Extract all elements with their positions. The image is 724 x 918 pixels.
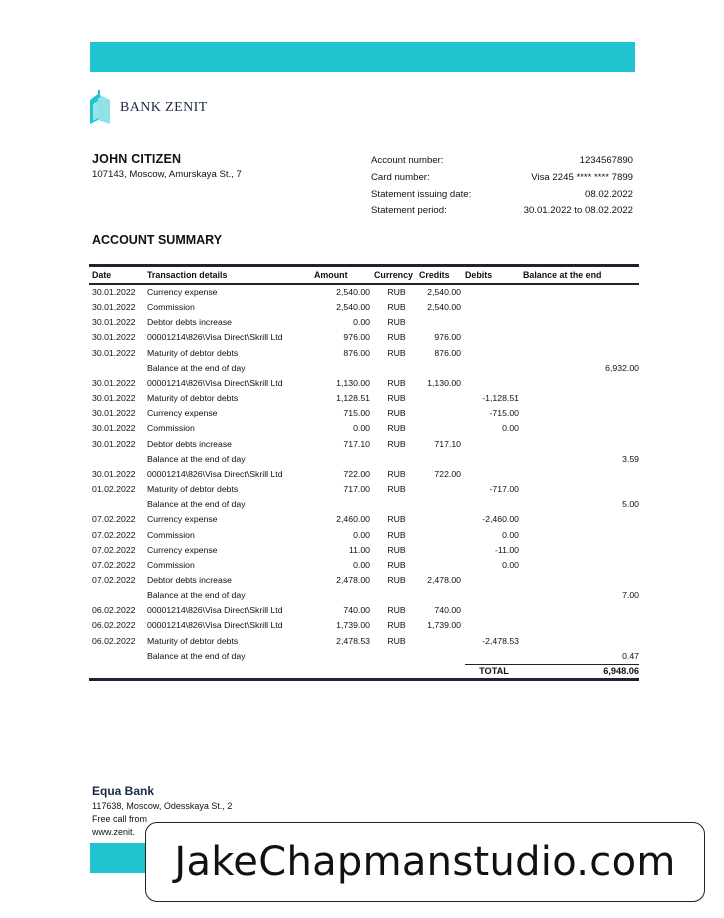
cell-details: Commission [147,529,195,540]
cell-debit [465,300,523,315]
cell-debit [465,603,523,618]
cell-details: 00001214\826\Visa Direct\Skrill Ltd [147,605,283,616]
cell-balance [523,421,639,436]
watermark-text: JakeChapmanstudio.com [174,839,676,885]
cell-details: Balance at the end of day [147,362,246,373]
table-row [89,330,639,345]
table-row [89,346,639,361]
cell-balance: 7.00 [622,590,639,601]
table-row [89,573,639,588]
cell-credit [419,391,465,406]
cell-debit [465,649,523,665]
column-header-debits: Debits [465,266,523,285]
column-header-details: Transaction details [147,266,314,285]
cell-date [89,497,147,512]
table-row [89,406,639,421]
cell-balance [523,467,639,482]
cell-currency: RUB [387,438,406,449]
cell-debit [465,284,523,300]
cell-credit [419,315,465,330]
cell-debit [465,330,523,345]
cell-debit [465,346,523,361]
section-title: ACCOUNT SUMMARY [92,233,223,247]
cell-credit: 876.00 [434,347,461,358]
detail-value: 08.02.2022 [584,188,633,200]
cell-balance: 0.47 [622,650,639,661]
cell-amount: 2,478.53 [336,635,370,646]
cell-details: Currency expense [147,408,218,419]
column-header-amount: Amount [314,266,374,285]
cell-details: Maturity of debtor debts [147,635,239,646]
cell-credit: 2,478.00 [427,574,461,585]
header-accent-band [90,42,635,72]
cell-debit [465,452,523,467]
cell-details: Balance at the end of day [147,651,246,661]
cell-currency: RUB [387,287,406,297]
zenit-logo-icon [88,90,112,126]
cell-credit [419,543,465,558]
cell-details: 00001214\826\Visa Direct\Skrill Ltd [147,332,283,343]
cell-balance [523,603,639,618]
total-row [89,664,639,679]
cell-balance [523,315,639,330]
total-label: TOTAL [465,664,523,679]
cell-currency [374,361,419,376]
cell-details: 00001214\826\Visa Direct\Skrill Ltd [147,468,283,479]
cell-currency: RUB [387,559,406,570]
balance-row [89,497,639,512]
cell-currency: RUB [387,317,406,328]
cell-debit: -2,460.00 [482,514,519,525]
cell-currency: RUB [387,484,406,495]
cell-currency: RUB [387,332,406,343]
table-row [89,284,639,300]
cell-details: Currency expense [147,544,218,555]
cell-date [89,588,147,603]
cell-details: Commission [147,559,195,570]
cell-currency: RUB [387,620,406,631]
cell-balance [523,573,639,588]
transactions-table [89,264,639,681]
statement-period-row [371,203,633,220]
table-row [89,482,639,497]
cell-amount: 717.00 [343,484,370,495]
cell-currency [374,649,419,665]
cell-balance [523,300,639,315]
cell-details: Commission [147,302,195,313]
table-row [89,421,639,436]
cell-date: 30.01.2022 [92,423,136,434]
cell-date [89,361,147,376]
cell-credit: 1,739.00 [427,620,461,631]
cell-amount: 976.00 [343,332,370,343]
cell-debit: 0.00 [502,529,519,540]
cell-amount: 0.00 [353,559,370,570]
detail-value: 30.01.2022 to 08.02.2022 [523,205,633,217]
account-holder [92,152,242,180]
cell-debit [465,618,523,633]
cell-amount: 740.00 [343,605,370,616]
cell-balance [523,558,639,573]
cell-details: Debtor debts increase [147,438,232,449]
cell-debit: -715.00 [489,408,519,419]
cell-balance [523,512,639,527]
cell-details: 00001214\826\Visa Direct\Skrill Ltd [147,620,283,631]
cell-amount: 0.00 [353,529,370,540]
cell-amount: 722.00 [343,468,370,479]
cell-currency: RUB [387,468,406,479]
cell-debit [465,497,523,512]
cell-date: 30.01.2022 [92,317,136,328]
cell-currency: RUB [387,302,406,313]
cell-debit: -11.00 [495,544,519,555]
cell-currency: RUB [387,393,406,404]
cell-credit: 1,130.00 [427,377,461,388]
table-row [89,634,639,649]
cell-balance [523,528,639,543]
detail-label: Statement issuing date: [371,188,472,200]
cell-currency [374,588,419,603]
cell-date: 30.01.2022 [92,438,136,449]
cell-date [89,452,147,467]
cell-balance [523,346,639,361]
table-row [89,376,639,391]
cell-date: 07.02.2022 [92,529,136,540]
cell-currency: RUB [387,529,406,540]
cell-details: Maturity of debtor debts [147,393,239,404]
cell-debit [465,467,523,482]
cell-details: Currency expense [147,514,218,525]
cell-date: 30.01.2022 [92,468,136,479]
cell-credit [419,497,465,512]
table-row [89,467,639,482]
cell-debit [465,573,523,588]
cell-debit: -2,478.53 [482,635,519,646]
cell-currency [374,452,419,467]
cell-debit: 0.00 [502,423,519,434]
cell-credit: 740.00 [434,605,461,616]
cell-balance [523,330,639,345]
cell-amount: 0.00 [353,317,370,328]
holder-address: 107143, Moscow, Amurskaya St., 7 [92,169,242,180]
cell-currency: RUB [387,408,406,419]
cell-details: Balance at the end of day [147,499,246,510]
cell-currency: RUB [387,635,406,646]
card-number-row [371,170,633,187]
cell-amount [314,588,374,603]
cell-credit: 976.00 [434,332,461,343]
cell-date: 07.02.2022 [92,514,136,525]
detail-value: 1234567890 [579,155,633,166]
bank-logo [88,90,208,126]
cell-credit [419,528,465,543]
cell-details: Currency expense [147,287,218,297]
cell-credit [419,482,465,497]
transactions-body [89,284,639,664]
cell-details: Debtor debts increase [147,317,232,328]
cell-debit [465,376,523,391]
table-row [89,543,639,558]
table-row [89,512,639,527]
cell-balance: 5.00 [622,499,639,510]
cell-amount [314,361,374,376]
cell-currency: RUB [387,544,406,555]
cell-date: 07.02.2022 [92,544,136,555]
table-header-row [89,266,639,285]
cell-date: 07.02.2022 [92,574,136,585]
cell-date: 01.02.2022 [92,484,136,495]
cell-date: 30.01.2022 [92,377,136,388]
detail-label: Statement period: [371,205,447,217]
detail-value: Visa 2245 **** **** 7899 [531,171,633,183]
cell-amount [314,649,374,665]
cell-amount [314,497,374,512]
cell-currency: RUB [387,423,406,434]
cell-balance [523,406,639,421]
cell-amount: 876.00 [343,347,370,358]
cell-currency: RUB [387,514,406,525]
cell-amount: 1,130.00 [336,377,370,388]
cell-currency: RUB [387,347,406,358]
watermark-banner [145,822,705,902]
balance-row [89,649,639,665]
cell-credit [419,649,465,665]
detail-label: Account number: [371,155,444,166]
cell-amount: 2,460.00 [336,514,370,525]
cell-date: 30.01.2022 [92,347,136,358]
cell-credit [419,558,465,573]
cell-credit: 722.00 [434,468,461,479]
footer-address: 117638, Moscow, Odesskaya St., 2 [92,801,233,811]
cell-currency: RUB [387,605,406,616]
cell-date: 06.02.2022 [92,635,136,646]
cell-balance [523,391,639,406]
cell-amount: 2,540.00 [336,287,370,297]
cell-details: Balance at the end of day [147,590,246,601]
cell-credit [419,588,465,603]
cell-date: 30.01.2022 [92,332,136,343]
cell-amount: 717.10 [343,438,370,449]
table-row [89,437,639,452]
column-header-credits: Credits [419,266,465,285]
cell-debit [465,361,523,376]
cell-currency: RUB [387,377,406,388]
account-number-row [371,153,633,170]
detail-label: Card number: [371,171,430,183]
table-row [89,558,639,573]
issuing-date-row [371,187,633,204]
cell-amount: 1,739.00 [336,620,370,631]
cell-date: 07.02.2022 [92,559,136,570]
table-row [89,618,639,633]
cell-currency [374,497,419,512]
cell-details: Debtor debts increase [147,574,232,585]
cell-credit [419,512,465,527]
balance-row [89,588,639,603]
footer-website: www.zenit. [92,827,136,837]
account-details [371,153,633,220]
cell-date: 06.02.2022 [92,620,136,631]
cell-amount: 2,478.00 [336,574,370,585]
cell-amount: 1,128.51 [336,393,370,404]
cell-date: 30.01.2022 [92,287,136,297]
cell-details: Maturity of debtor debts [147,484,239,495]
column-header-balance: Balance at the end [523,266,639,285]
cell-details: Maturity of debtor debts [147,347,239,358]
holder-name: JOHN CITIZEN [92,152,182,166]
bank-brand-name: BANK ZENIT [120,100,208,115]
cell-amount: 11.00 [348,544,370,555]
cell-debit [465,315,523,330]
cell-debit [465,437,523,452]
table-row [89,315,639,330]
cell-balance [523,634,639,649]
cell-details: Commission [147,423,195,434]
cell-date: 30.01.2022 [92,408,136,419]
cell-date: 06.02.2022 [92,605,136,616]
table-row [89,528,639,543]
column-header-currency: Currency [374,266,419,285]
cell-date [89,649,147,665]
cell-balance: 3.59 [622,453,639,464]
cell-credit [419,452,465,467]
cell-credit: 717.10 [434,438,461,449]
cell-amount: 715.00 [343,408,370,419]
cell-date: 30.01.2022 [92,393,136,404]
cell-credit [419,406,465,421]
cell-debit: 0.00 [502,559,519,570]
cell-currency: RUB [387,574,406,585]
cell-credit [419,421,465,436]
cell-balance [523,618,639,633]
column-header-date: Date [89,266,147,285]
table-row [89,603,639,618]
cell-credit: 2,540.00 [427,302,461,313]
cell-debit: -717.00 [489,484,519,495]
cell-balance [523,437,639,452]
cell-balance: 6,932.00 [605,362,639,373]
cell-debit [465,588,523,603]
cell-credit: 2,540.00 [427,287,461,297]
balance-row [89,361,639,376]
cell-credit [419,361,465,376]
cell-balance [523,376,639,391]
footer-free-call: Free call from [92,814,148,824]
cell-balance [523,543,639,558]
total-value: 6,948.06 [523,664,639,679]
table-row [89,300,639,315]
cell-debit: -1,128.51 [482,393,519,404]
footer-bank-name: Equa Bank [92,784,155,798]
cell-details: Balance at the end of day [147,453,246,464]
cell-date: 30.01.2022 [92,302,136,313]
cell-balance [523,482,639,497]
balance-row [89,452,639,467]
cell-credit [419,634,465,649]
cell-amount: 2,540.00 [336,302,370,313]
cell-amount: 0.00 [353,423,370,434]
cell-amount [314,452,374,467]
table-row [89,391,639,406]
cell-details: 00001214\826\Visa Direct\Skrill Ltd [147,377,283,388]
cell-balance [523,284,639,300]
